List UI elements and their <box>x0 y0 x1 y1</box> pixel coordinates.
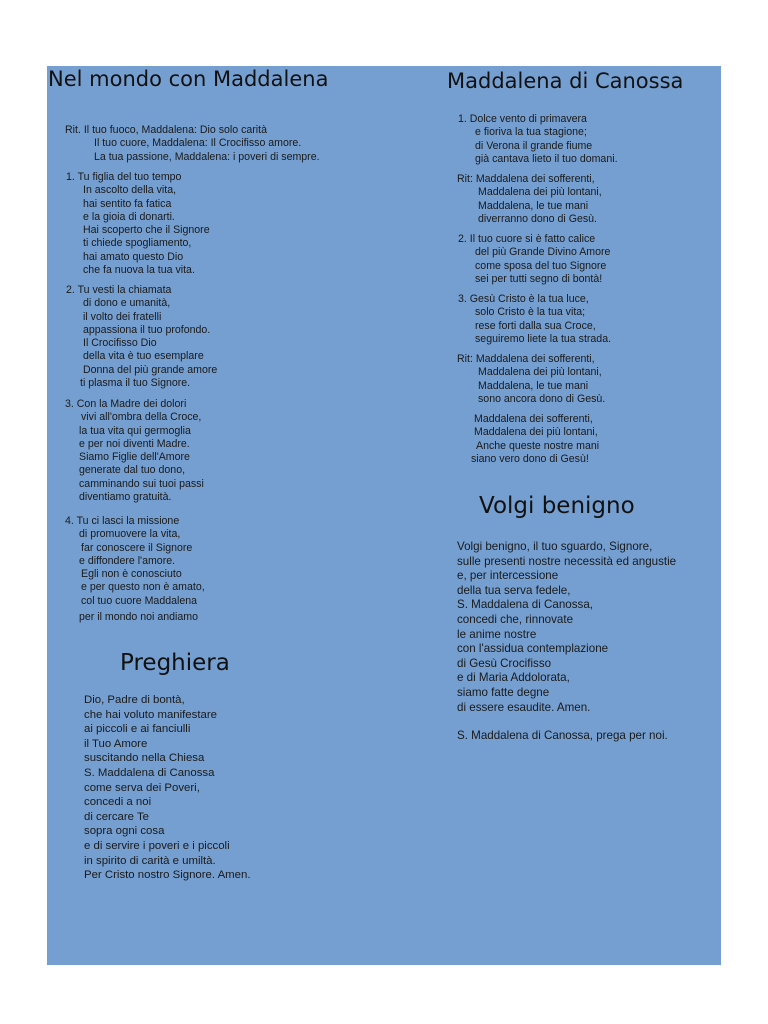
verse-line: Donna del più grande amore <box>83 363 218 376</box>
prayer-line: della tua serva fedele, <box>457 583 571 597</box>
prayer-line: e di Maria Addolorata, <box>457 671 570 685</box>
prayer-line: S. Maddalena di Canossa <box>84 766 215 779</box>
verse-line: e fioriva la tua stagione; <box>475 126 587 139</box>
prayer-line: sulle presenti nostre necessità ed angustie <box>457 554 677 568</box>
prayer-line: e di servire i poveri e i piccoli <box>84 839 230 852</box>
volgi-title: Volgi benigno <box>479 493 635 519</box>
verse-line: e per questo non è amato, <box>81 581 205 594</box>
prayer-line: che hai voluto manifestare <box>84 708 217 721</box>
verse-line: Maddalena dei sofferenti, <box>474 413 593 425</box>
verse-line: il volto dei fratelli <box>83 310 162 323</box>
verse-line: 1. Tu figlia del tuo tempo <box>66 171 182 183</box>
prayer-line: Volgi benigno, il tuo sguardo, Signore, <box>457 540 653 553</box>
verse-line: e la gioia di donarti. <box>83 210 175 223</box>
verse-line: ti chiede spogliamento, <box>83 237 192 250</box>
prayer-line: con l'assidua contemplazione <box>457 642 609 656</box>
verse-line: 3. Gesù Cristo è la tua luce, <box>458 293 589 305</box>
prayer-line: concedi che, rinnovate <box>457 612 574 626</box>
prayer-line: Per Cristo nostro Signore. Amen. <box>84 869 251 882</box>
refrain-line: Maddalena dei più lontani, <box>478 366 602 379</box>
spacer <box>457 715 676 729</box>
volgi-text <box>457 540 676 744</box>
refrain-line: sono ancora dono di Gesù. <box>478 392 606 405</box>
prayer-title: Preghiera <box>120 650 230 676</box>
verse-line: Siamo Figlie dell'Amore <box>79 451 190 464</box>
verse-line: di dono e umanità, <box>83 297 171 310</box>
right-final-stanza <box>471 413 600 466</box>
refrain-line: Rit: Maddalena dei sofferenti, <box>457 173 595 185</box>
right-verse-2 <box>458 233 610 286</box>
verse-line: sei per tutti segno di bontà! <box>475 272 603 285</box>
verse-line: e per noi diventi Madre. <box>79 437 190 450</box>
prayer-line: di Gesù Crocifisso <box>457 656 552 670</box>
verse-line: di Verona il grande fiume <box>475 139 593 152</box>
verse-line: appassiona il tuo profondo. <box>83 323 211 336</box>
verse-line: 2. Tu vesti la chiamata <box>66 284 172 296</box>
verse-line: generate dal tuo dono, <box>79 464 186 477</box>
closing-invocation: S. Maddalena di Canossa, prega per noi. <box>457 729 668 743</box>
prayer-line: suscitando nella Chiesa <box>84 752 205 765</box>
prayer-line: concedi a noi <box>84 796 152 809</box>
verse-line: del più Grande Divino Amore <box>475 246 611 259</box>
verse-line: In ascolto della vita, <box>83 184 177 197</box>
prayer-line: in spirito di carità e umiltà. <box>84 854 216 867</box>
verse-line: 1. Dolce vento di primavera <box>458 113 587 125</box>
prayer-line: il Tuo Amore <box>84 737 148 750</box>
refrain-line: La tua passione, Maddalena: i poveri di sempre. <box>94 150 320 163</box>
verse-line: come sposa del tuo Signore <box>475 259 607 272</box>
verse-line: 3. Con la Madre dei dolori <box>65 398 187 410</box>
verse-line: solo Cristo è la tua vita; <box>475 306 586 319</box>
verse-line: camminando sui tuoi passi <box>79 477 204 490</box>
prayer-line: come serva dei Poveri, <box>84 781 200 794</box>
verse-line: di promuovere la vita, <box>79 528 181 541</box>
refrain-line: Il tuo cuore, Maddalena: Il Crocifisso amore. <box>94 137 302 150</box>
verse-line: ti plasma il tuo Signore. <box>80 377 191 390</box>
verse-line: Egli non è conosciuto <box>81 568 182 581</box>
refrain-line: Maddalena, le tue mani <box>478 379 589 392</box>
verse-line: seguiremo liete la tua strada. <box>475 332 612 345</box>
right-refrain-1 <box>457 173 602 226</box>
verse-line: Hai scoperto che il Signore <box>83 224 210 237</box>
verse-line: rese forti dalla sua Croce, <box>475 319 596 332</box>
verse-line: che fa nuova la tua vita. <box>83 264 195 277</box>
verse-line: e diffondere l'amore. <box>79 554 176 567</box>
verse-line: la tua vita qui germoglia <box>79 424 191 437</box>
prayer-line: di essere esaudite. Amen. <box>457 700 591 714</box>
verse-line: diventiamo gratuità. <box>79 491 172 504</box>
left-refrain <box>65 124 320 164</box>
left-verse-2 <box>66 284 217 390</box>
prayer-line: sopra ogni cosa <box>84 825 165 838</box>
prayer-line: S. Maddalena di Canossa, <box>457 598 593 612</box>
refrain-line: Rit. Il tuo fuoco, Maddalena: Dio solo carità <box>65 124 267 136</box>
verse-line: 2. Il tuo cuore si è fatto calice <box>458 233 596 245</box>
prayer-line: le anime nostre <box>457 627 537 641</box>
prayer-line: di cercare Te <box>84 810 149 823</box>
verse-line: hai sentito fa fatica <box>83 197 172 210</box>
right-verse-3 <box>458 293 611 346</box>
verse-line: già cantava lieto il tuo domani. <box>475 152 618 165</box>
refrain-line: Maddalena dei più lontani, <box>478 186 602 199</box>
right-title: Maddalena di Canossa <box>447 69 684 93</box>
verse-line: 4. Tu ci lasci la missione <box>65 515 180 527</box>
prayer-line: Dio, Padre di bontà, <box>84 694 185 706</box>
verse-line: vivi all'ombra della Croce, <box>81 411 202 424</box>
prayer-line: e, per intercessione <box>457 569 559 583</box>
prayer-line: siamo fatte degne <box>457 685 550 699</box>
prayer-line: ai piccoli e ai fanciulli <box>84 723 191 736</box>
refrain-line: diverranno dono di Gesù. <box>478 212 597 225</box>
verse-line: hai amato questo Dio <box>83 250 184 263</box>
verse-line: Anche queste nostre mani <box>476 439 600 452</box>
verse-line: col tuo cuore Maddalena <box>81 594 198 607</box>
verse-line: della vita è tuo esemplare <box>83 350 204 363</box>
verse-line: Maddalena dei più lontani, <box>474 426 598 439</box>
verse-line: per il mondo noi andiamo <box>79 611 198 624</box>
verse-line: siano vero dono di Gesù! <box>471 452 589 465</box>
verse-line: Il Crocifisso Dio <box>83 337 157 350</box>
verse-line: far conoscere il Signore <box>81 541 193 554</box>
left-verse-3 <box>65 398 204 504</box>
right-verse-1 <box>458 113 618 166</box>
right-refrain-2 <box>457 353 605 406</box>
refrain-line: Maddalena, le tue mani <box>478 199 589 212</box>
left-title: Nel mondo con Maddalena <box>48 67 329 91</box>
refrain-line: Rit: Maddalena dei sofferenti, <box>457 353 595 365</box>
left-verse-1 <box>66 171 210 277</box>
prayer-text <box>84 693 251 883</box>
left-verse-4 <box>65 515 205 624</box>
